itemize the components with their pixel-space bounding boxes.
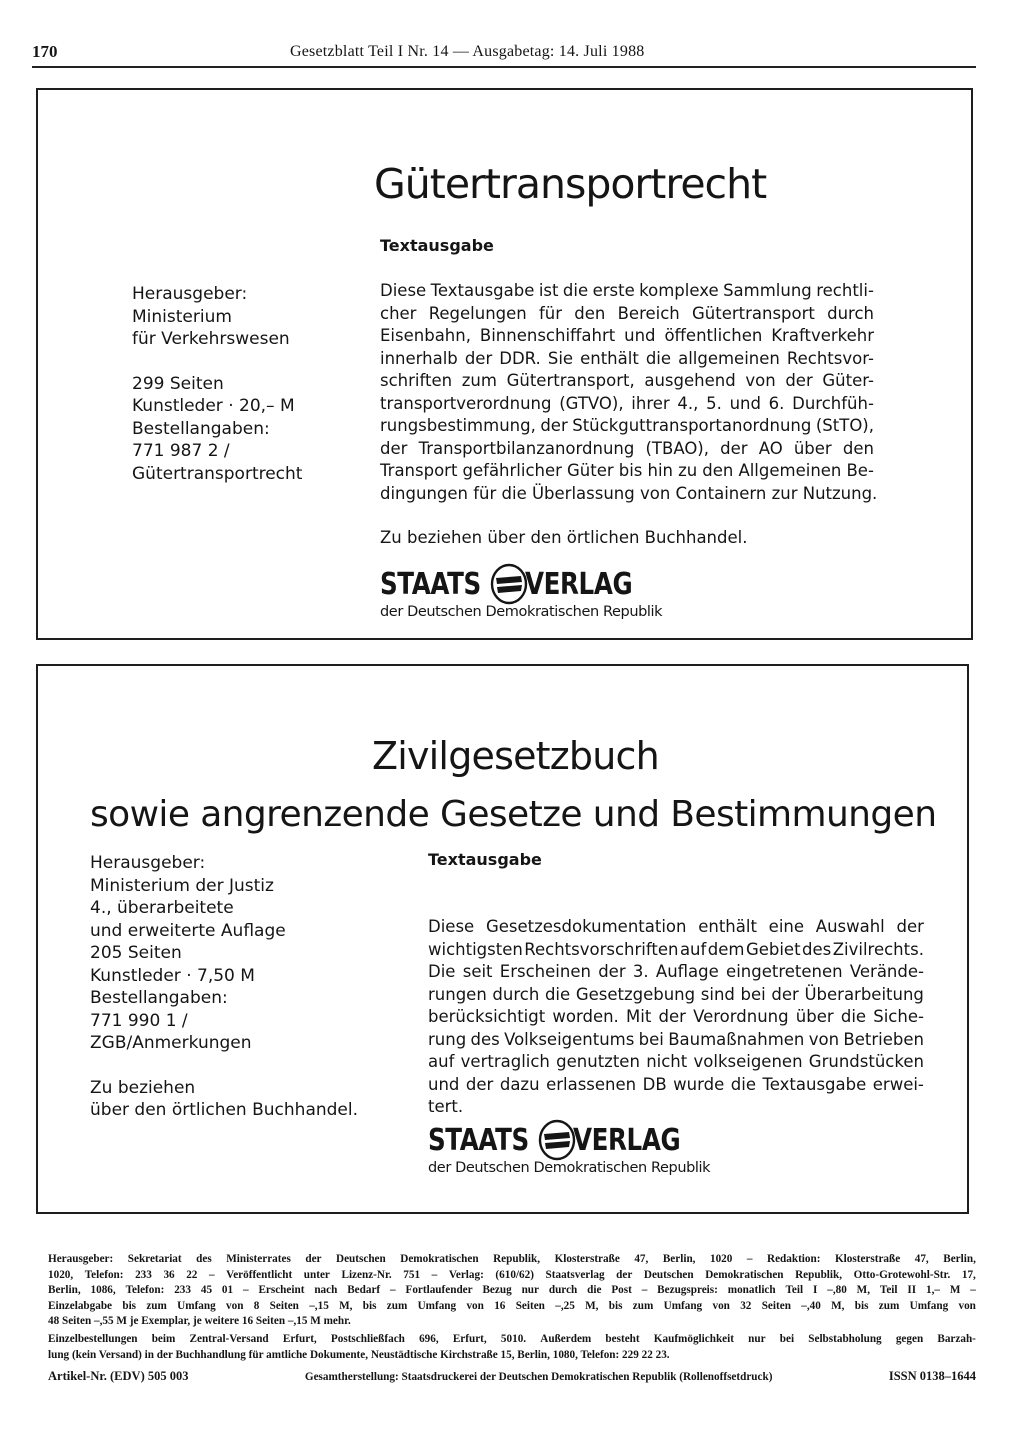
imprint-orders xyxy=(48,1332,976,1363)
ad2-body xyxy=(428,916,924,1119)
publisher-name-left: STAATS xyxy=(428,1122,529,1158)
ad-guetertransportrecht xyxy=(36,88,973,640)
body-line: dingungen für die Überlassung von Containern zur Nutzung. xyxy=(380,483,878,503)
imprint-line: Einzelbestellungen beim Zentral-Versand Erfurt, Postschließfach 696, Erfurt, 5010. Außerdem besteht Kaufmöglichkeit nur bei Selbstabholung gegen Barzah- xyxy=(48,1332,976,1345)
imprint-line: 1020, Telefon: 233 36 22 – Veröffentlicht unter Lizenz-Nr. 751 – Verlag: (610/62) Staatsverlag der Deutschen Demokratischen Republik, Otto-Grotewohl-Str. 17, xyxy=(48,1268,976,1281)
publisher-subtitle: der Deutschen Demokratischen Republik xyxy=(380,604,663,620)
body-line: Diese Gesetzesdokumentation enthält eine Auswahl der xyxy=(428,917,924,936)
body-line: schriften zum Gütertransport, ausgehend von der Güter- xyxy=(380,371,874,390)
publisher-name-right: VERLAG xyxy=(572,1122,681,1158)
imprint-line: Herausgeber: Sekretariat des Ministerrates der Deutschen Demokratischen Republik, Klosterstraße 47, Berlin, 1020 – Redaktion: Klosterstraße 47, Berlin, xyxy=(48,1253,976,1265)
publisher-name-left: STAATS xyxy=(380,566,481,602)
body-line: berücksichtigt worden. Mit der Verordnung über die Siche- xyxy=(428,1007,924,1026)
imprint xyxy=(48,1252,976,1363)
body-line: wichtigsten Rechtsvorschriften auf dem Gebiet des Zivilrechts. xyxy=(428,939,924,959)
ad2-title-line1: Zivilgesetzbuch xyxy=(372,734,659,778)
meta-line: Kunstleder · 20,– M xyxy=(132,396,295,416)
article-number: Artikel-Nr. (EDV) 505 003 xyxy=(48,1369,189,1383)
ad2-subtitle: Textausgabe xyxy=(428,850,542,869)
imprint-line: Einzelabgabe bis zum Umfang von 8 Seiten –,15 M, bis zum Umfang von 16 Seiten –,25 M, bis zum Umfang von 32 Seiten –,40 M, bis zum Umfang von xyxy=(48,1299,976,1312)
imprint-line: Berlin, 1086, Telefon: 233 45 01 – Erscheint nach Bedarf – Fortlaufender Bezug nur durch die Post – Bezugspreis: monatlich Teil I –,80 M, Teil II 1,– M – xyxy=(48,1284,976,1297)
imprint-line: lung (kein Versand) in der Buchhandlung für amtliche Dokumente, Neustädtische Kirchstraße 15, Berlin, 1080, Telefon: 229 22 23. xyxy=(48,1348,670,1361)
imprint-line: 48 Seiten –,55 M je Exemplar, je weitere 16 Seiten –,15 M mehr. xyxy=(48,1315,351,1328)
body-line: Diese Textausgabe ist die erste komplexe Sammlung rechtli- xyxy=(380,281,874,300)
ad1-body xyxy=(380,280,878,505)
body-line: der Transportbilanzanordnung (TBAO), der AO über den xyxy=(380,438,874,458)
body-line: auf vertraglich genutzten nicht volkseigenen Grundstücken xyxy=(428,1052,924,1071)
meta-line: 771 987 2 / xyxy=(132,441,230,461)
meta-line: Bestellangaben: xyxy=(132,418,270,439)
publisher-name-right: VERLAG xyxy=(524,566,633,602)
printer-credit: Gesamtherstellung: Staatsdruckerei der Deutschen Demokratischen Republik (Rollenoffsetdruck) xyxy=(304,1371,773,1383)
ad1-subtitle: Textausgabe xyxy=(380,236,494,255)
page-number: 170 xyxy=(32,42,58,61)
body-line: Transport gefährlicher Güter bis hin zu den Allgemeinen Be- xyxy=(380,461,874,480)
staatsverlag-flag-icon xyxy=(537,1118,577,1162)
meta-line: Ministerium xyxy=(132,306,232,327)
header-rule xyxy=(32,66,976,68)
meta-line: 4., überarbeitete xyxy=(90,898,234,918)
body-line: Eisenbahn, Binnenschiffahrt und öffentlichen Kraftverkehr xyxy=(380,326,874,345)
imprint-text xyxy=(48,1252,976,1330)
imprint-footer xyxy=(48,1369,976,1384)
meta-line: für Verkehrswesen xyxy=(132,329,290,349)
ad2-order-note-line: über den örtlichen Buchhandel. xyxy=(90,1100,359,1120)
ad1-order-note: Zu beziehen über den örtlichen Buchhandel. xyxy=(380,528,748,547)
meta-line: Herausgeber: xyxy=(132,284,248,304)
meta-line: 205 Seiten xyxy=(90,943,182,963)
meta-line: Kunstleder · 7,50 M xyxy=(90,965,255,986)
body-line: innerhalb der DDR. Sie enthält die allgemeinen Rechtsvor- xyxy=(380,348,874,368)
ad2-title-line2: sowie angrenzende Gesetze und Bestimmungen xyxy=(90,794,937,835)
meta-line: Bestellangaben: xyxy=(90,988,228,1008)
ad1-title: Gütertransportrecht xyxy=(374,160,767,208)
body-line: transportverordnung (GTVO), ihrer 4., 5. und 6. Durchfüh- xyxy=(380,393,874,413)
body-line: cher Regelungen für den Bereich Gütertransport durch xyxy=(380,303,874,323)
staatsverlag-flag-icon xyxy=(489,562,529,606)
ad1-meta xyxy=(132,283,302,485)
ad2-publisher-logo xyxy=(428,1118,710,1176)
body-line: und der dazu erlassenen DB wurde die Textausgabe erwei- xyxy=(428,1074,924,1094)
body-line: rungen durch die Gesetzgebung sind bei der Überarbeitung xyxy=(428,984,924,1004)
meta-line: ZGB/Anmerkungen xyxy=(90,1033,252,1053)
body-line: rungsbestimmung, der Stückguttransportanordnung (StTO), xyxy=(380,416,874,435)
ad2-order-note-line: Zu beziehen xyxy=(90,1077,196,1098)
ad1-publisher-logo xyxy=(380,562,662,620)
body-line: tert. xyxy=(428,1097,464,1116)
ad-zivilgesetzbuch xyxy=(36,664,969,1214)
publisher-subtitle: der Deutschen Demokratischen Republik xyxy=(428,1160,711,1176)
meta-line: und erweiterte Auflage xyxy=(90,920,286,941)
running-head: Gesetzblatt Teil I Nr. 14 — Ausgabetag: 14. Juli 1988 xyxy=(290,43,645,60)
meta-line: 299 Seiten xyxy=(132,373,224,394)
meta-line: Herausgeber: xyxy=(90,853,206,873)
meta-line: Gütertransportrecht xyxy=(132,463,303,484)
ad2-meta xyxy=(90,852,358,1122)
issn: ISSN 0138–1644 xyxy=(888,1369,976,1383)
body-line: Die seit Erscheinen der 3. Auflage eingetretenen Verände- xyxy=(428,962,924,981)
meta-line: Ministerium der Justiz xyxy=(90,875,274,896)
body-line: rung des Volkseigentums bei Baumaßnahmen von Betrieben xyxy=(428,1029,924,1049)
meta-line: 771 990 1 / xyxy=(90,1010,188,1031)
